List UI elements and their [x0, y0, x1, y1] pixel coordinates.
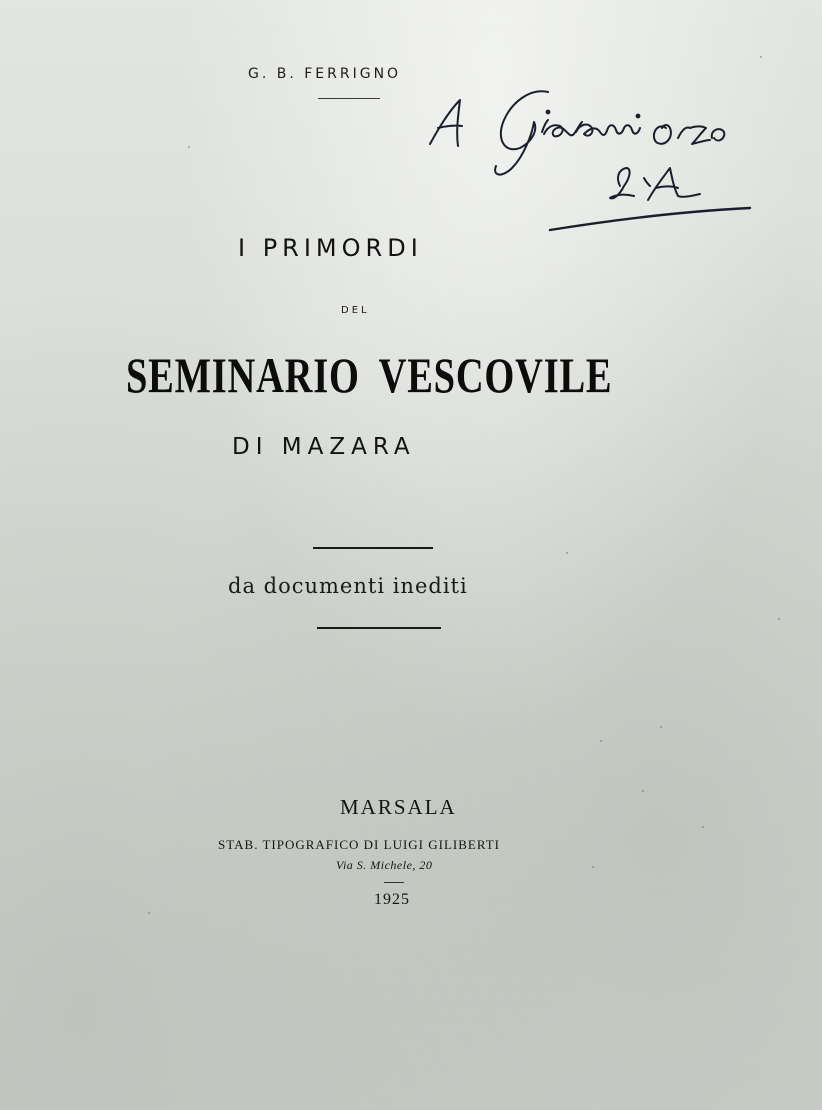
handwritten-dedication	[420, 82, 770, 242]
paper-speck	[592, 866, 594, 868]
title-connector: DEL	[341, 305, 370, 316]
separator-rule-top	[313, 547, 433, 549]
paper-speck	[660, 726, 662, 728]
imprint-year: 1925	[374, 891, 410, 908]
paper-speck	[188, 146, 190, 148]
imprint-place: MARSALA	[340, 795, 457, 819]
paper-speck	[148, 912, 150, 914]
subtitle: da documenti inediti	[228, 574, 468, 598]
paper-speck	[600, 740, 602, 742]
imprint-address: Via S. Michele, 20	[336, 858, 433, 872]
author-underline	[318, 98, 380, 99]
paper-speck	[566, 552, 568, 554]
paper-speck	[702, 826, 704, 828]
title-main: SEMINARIO VESCOVILE	[126, 347, 613, 403]
imprint-printer: STAB. TIPOGRAFICO DI LUIGI GILIBERTI	[218, 837, 501, 852]
imprint-rule	[384, 882, 404, 883]
paper-speck	[760, 56, 762, 58]
separator-rule-bottom	[317, 627, 441, 629]
title-location: DI MAZARA	[232, 434, 416, 460]
paper-speck	[778, 618, 780, 620]
title-primordi: I PRIMORDI	[238, 234, 423, 262]
author-name: G. B. FERRIGNO	[248, 66, 402, 82]
paper-speck	[642, 790, 644, 792]
